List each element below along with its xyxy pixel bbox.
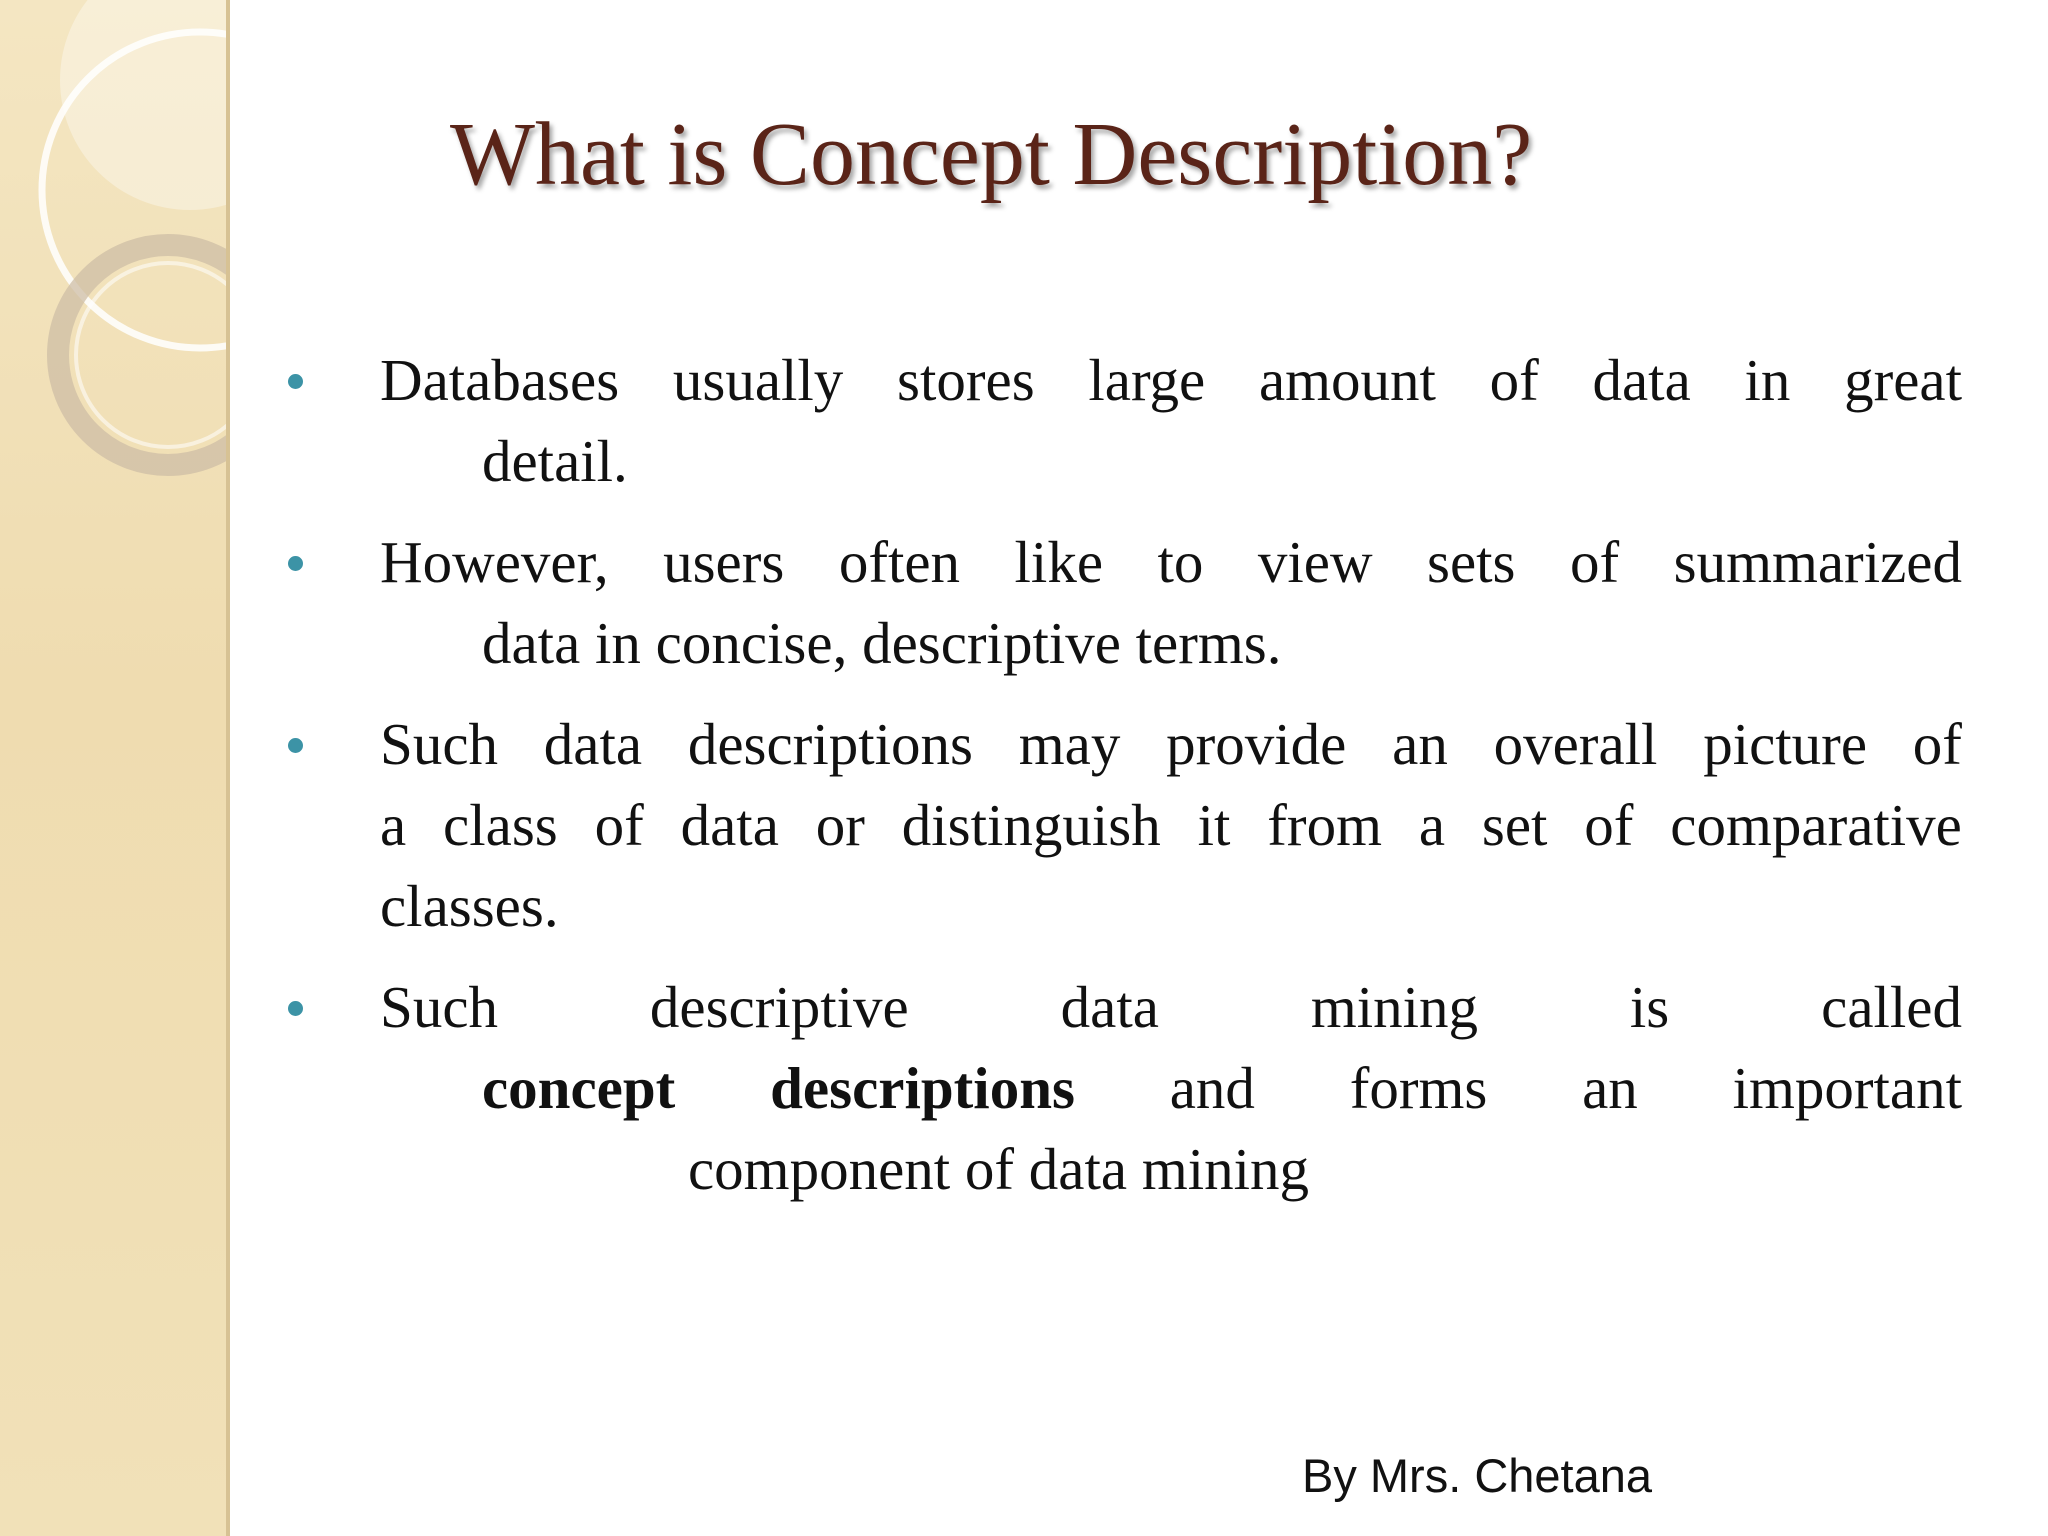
- bullet-dot-icon: [288, 556, 303, 571]
- word: or: [815, 792, 865, 858]
- bullet-dot-icon: [288, 738, 303, 753]
- bullet-line: [380, 967, 1962, 1048]
- bullet-item: [276, 522, 1962, 684]
- bullet-line: [380, 1048, 1962, 1129]
- bullet-item: [276, 967, 1962, 1210]
- bullet-line: [380, 785, 1962, 866]
- word: comparative: [1670, 792, 1962, 858]
- word: overall: [1493, 711, 1658, 777]
- word: of: [1489, 347, 1539, 413]
- word: a: [1418, 792, 1446, 858]
- word: summarized: [1673, 529, 1962, 595]
- word: of: [1569, 529, 1620, 595]
- word: an: [1392, 711, 1448, 777]
- word: usually: [672, 347, 844, 413]
- bullet-list: [276, 340, 1962, 1230]
- author-credit: By Mrs. Chetana: [1302, 1449, 1653, 1502]
- word: large: [1088, 347, 1206, 413]
- bullet-line: [380, 704, 1962, 785]
- word: Databases: [380, 347, 620, 413]
- word: data: [680, 792, 779, 858]
- word: of: [594, 792, 644, 858]
- word: in: [1744, 347, 1791, 413]
- word: called: [1821, 974, 1962, 1040]
- word: data: [543, 711, 643, 777]
- decorative-side-panel: [0, 0, 230, 1536]
- bold-term: concept: [482, 1055, 676, 1121]
- bullet-line: component of data mining: [688, 1136, 1309, 1202]
- bullet-line: data in concise, descriptive terms.: [482, 610, 1282, 676]
- word: a: [380, 792, 407, 858]
- bullet-line: classes.: [380, 873, 559, 939]
- word: users: [663, 529, 785, 595]
- bullet-item: [276, 704, 1962, 947]
- word: like: [1014, 529, 1104, 595]
- word: data: [1592, 347, 1691, 413]
- word: is: [1629, 974, 1670, 1040]
- word: descriptive: [649, 974, 909, 1040]
- word: of: [1912, 711, 1962, 777]
- word: may: [1018, 711, 1121, 777]
- word: class: [443, 792, 558, 858]
- word: Such: [380, 974, 498, 1040]
- word: mining: [1310, 974, 1478, 1040]
- word: important: [1732, 1055, 1962, 1121]
- word: amount: [1258, 347, 1436, 413]
- word: sets: [1427, 529, 1516, 595]
- word: an: [1582, 1055, 1638, 1121]
- word: often: [838, 529, 961, 595]
- word: provide: [1166, 711, 1347, 777]
- bullet-line: [380, 522, 1962, 603]
- word: distinguish: [901, 792, 1161, 858]
- word: Such: [380, 711, 498, 777]
- word: descriptions: [687, 711, 973, 777]
- word: and: [1169, 1055, 1255, 1121]
- word: great: [1844, 347, 1962, 413]
- slide-title: What is Concept Description?: [450, 105, 1533, 204]
- word: picture: [1703, 711, 1868, 777]
- bullet-dot-icon: [288, 374, 303, 389]
- word: stores: [897, 347, 1035, 413]
- word: from: [1267, 792, 1382, 858]
- bullet-line: [380, 340, 1962, 421]
- word: it: [1197, 792, 1231, 858]
- word: set: [1481, 792, 1548, 858]
- word: to: [1157, 529, 1204, 595]
- bullet-dot-icon: [288, 1001, 303, 1016]
- bold-term: descriptions: [770, 1055, 1075, 1121]
- decorative-rings: [0, 0, 226, 1536]
- word: data: [1060, 974, 1159, 1040]
- word: forms: [1349, 1055, 1488, 1121]
- word: However,: [380, 529, 609, 595]
- word: view: [1257, 529, 1373, 595]
- bullet-line: detail.: [482, 428, 628, 494]
- bullet-item: [276, 340, 1962, 502]
- word: of: [1584, 792, 1634, 858]
